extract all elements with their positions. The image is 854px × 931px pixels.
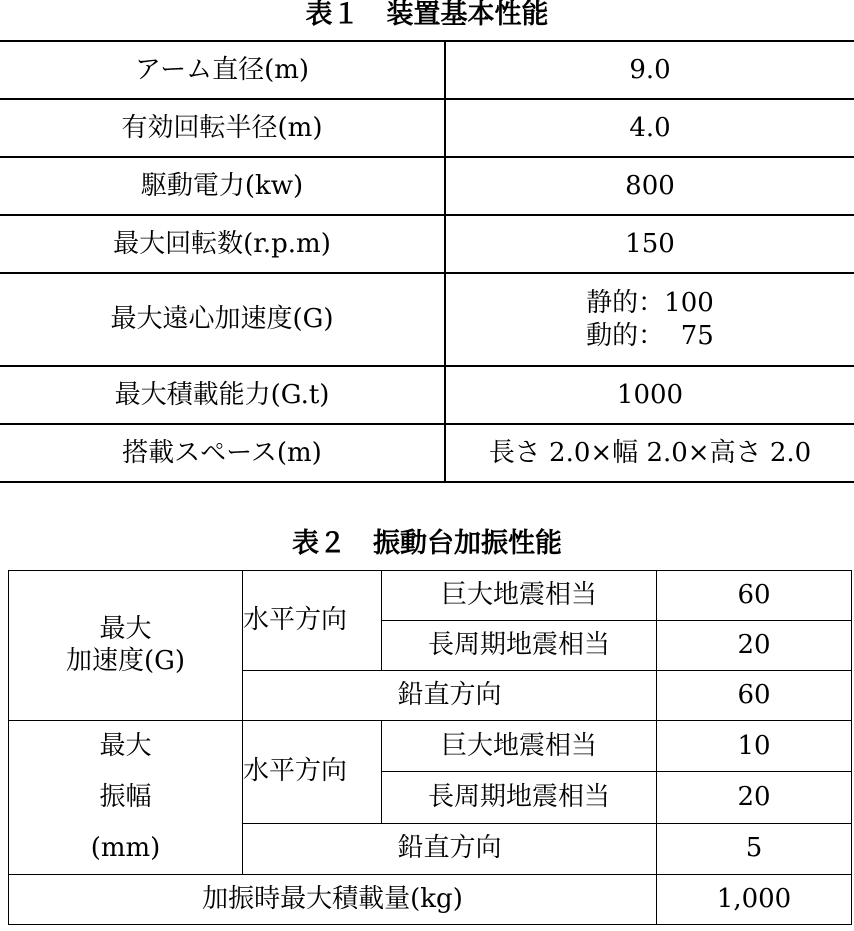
- effective-radius-value: 4.0: [445, 99, 854, 157]
- max-rpm-label: 最大回転数(r.p.m): [0, 215, 445, 273]
- table-row: [0, 157, 854, 215]
- dynamic-value: 動的： 75: [586, 320, 714, 351]
- max-accel-label-line2: 加速度(G): [65, 645, 186, 676]
- max-load-value: 1,000: [657, 875, 852, 925]
- basic-performance-table: [0, 40, 854, 483]
- arm-diameter-label: アーム直径(m): [0, 41, 445, 99]
- max-accel-label: [9, 571, 243, 721]
- table-row: [0, 424, 854, 482]
- accel-huge-quake-label: 巨大地震相当: [382, 571, 657, 621]
- max-amplitude-label: [9, 721, 243, 875]
- table-row: [0, 273, 854, 366]
- static-value: 静的：100: [586, 288, 714, 318]
- table-row: [9, 571, 852, 621]
- accel-huge-quake-value: 60: [657, 571, 852, 621]
- amplitude-huge-quake-value: 10: [657, 721, 852, 772]
- table-row: [9, 875, 852, 925]
- amplitude-vertical-value: 5: [657, 823, 852, 874]
- max-centrifugal-accel-label: 最大遠心加速度(G): [0, 273, 445, 366]
- accel-long-period-label: 長周期地震相当: [382, 621, 657, 671]
- table2-caption: 表２ 振動台加振性能: [292, 528, 562, 559]
- accel-horizontal-label: 水平方向: [243, 571, 382, 671]
- payload-space-value: 長さ 2.0×幅 2.0×高さ 2.0: [445, 424, 854, 482]
- max-load-label: 加振時最大積載量(kg): [9, 875, 657, 925]
- effective-radius-label: 有効回転半径(m): [0, 99, 445, 157]
- max-amplitude-label-line3: (mm): [90, 833, 161, 863]
- max-accel-label-line1: 最大: [99, 614, 152, 645]
- max-rpm-value: 150: [445, 215, 854, 273]
- shaker-performance-table: [8, 570, 852, 925]
- max-amplitude-label-line1: 最大: [99, 731, 152, 761]
- table-row: [9, 721, 852, 772]
- drive-power-value: 800: [445, 157, 854, 215]
- amplitude-huge-quake-label: 巨大地震相当: [382, 721, 657, 772]
- amplitude-long-period-value: 20: [657, 772, 852, 823]
- table-row: [0, 215, 854, 273]
- amplitude-vertical-label: 鉛直方向: [243, 823, 657, 874]
- max-amplitude-label-line2: 振幅: [99, 782, 152, 812]
- arm-diameter-value: 9.0: [445, 41, 854, 99]
- amplitude-horizontal-label: 水平方向: [243, 721, 382, 824]
- table1-caption: 表１ 装置基本性能: [305, 0, 549, 30]
- amplitude-long-period-label: 長周期地震相当: [382, 772, 657, 823]
- table-row: [0, 366, 854, 424]
- accel-vertical-label: 鉛直方向: [243, 671, 657, 721]
- drive-power-label: 駆動電力(kw): [0, 157, 445, 215]
- accel-long-period-value: 20: [657, 621, 852, 671]
- max-load-capacity-label: 最大積載能力(G.t): [0, 366, 445, 424]
- accel-vertical-value: 60: [657, 671, 852, 721]
- table-row: [0, 41, 854, 99]
- table-row: [0, 99, 854, 157]
- max-load-capacity-value: 1000: [445, 366, 854, 424]
- payload-space-label: 搭載スペース(m): [0, 424, 445, 482]
- max-centrifugal-accel-value: [445, 273, 854, 366]
